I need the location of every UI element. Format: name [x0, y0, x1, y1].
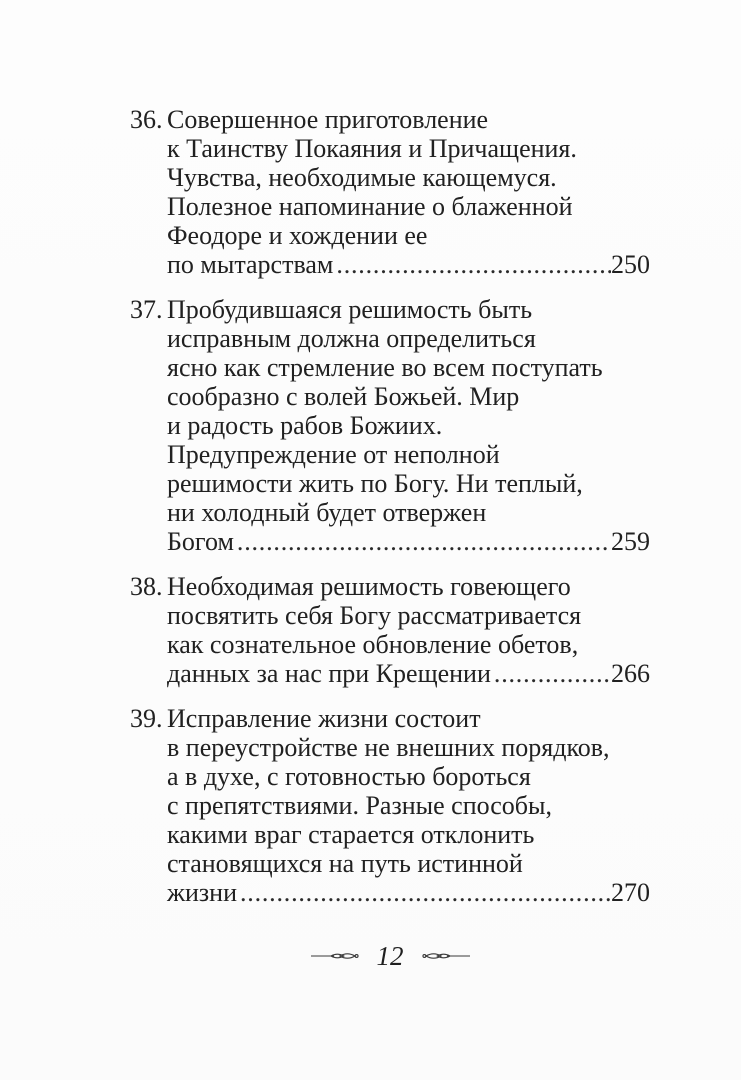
- entry-last-line: [167, 250, 650, 279]
- entry-title-line: становящихся на путь истинной: [167, 849, 523, 878]
- entry-title-line: а в духе, с готовностью бороться: [167, 762, 531, 791]
- toc-entry: [130, 105, 650, 279]
- entry-page-number: 250: [611, 250, 650, 279]
- entry-title-line: какими враг старается отклонить: [167, 820, 535, 849]
- entry-title-line: с препятствиями. Разные способы,: [167, 791, 552, 820]
- entry-title-line: ни холодный будет отвержен: [167, 498, 487, 527]
- dot-leader: [336, 250, 611, 279]
- tailpiece-ornament-left-icon: [311, 949, 359, 963]
- dot-leader: [494, 659, 611, 688]
- entry-title-line: Совершенное приготовление: [167, 105, 489, 134]
- entry-title-line: и радость рабов Божиих.: [167, 411, 443, 440]
- entry-title-line: как сознательное обновление обетов,: [167, 630, 579, 659]
- entry-title-line: Полезное напоминание о блаженной: [167, 192, 573, 221]
- entry-title-line: данных за нас при Крещении: [167, 659, 491, 688]
- entry-title-line: решимости жить по Богу. Ни теплый,: [167, 469, 583, 498]
- dot-leader: [240, 878, 611, 907]
- entry-page-number: 266: [611, 659, 650, 688]
- entry-title: [167, 295, 650, 556]
- entry-number: 39.: [130, 704, 163, 733]
- entry-last-line: [167, 659, 650, 688]
- entry-title-line: Богом: [167, 527, 234, 556]
- toc-entry: [130, 572, 650, 688]
- entry-page-number: 270: [611, 878, 650, 907]
- entry-last-line: [167, 527, 650, 556]
- entry-number: 36.: [130, 105, 163, 134]
- toc-entry: [130, 295, 650, 556]
- tailpiece-ornament-right-icon: [422, 949, 470, 963]
- toc-entry: [130, 704, 650, 907]
- entry-title: [167, 572, 650, 688]
- entry-title: [167, 704, 650, 907]
- entry-title-line: Предупреждение от неполной: [167, 440, 500, 469]
- table-of-contents: [130, 105, 650, 923]
- entry-title-line: в переустройстве не внешних порядков,: [167, 733, 610, 762]
- entry-number: 37.: [130, 295, 163, 324]
- entry-title-line: Феодоре и хождении ее: [167, 221, 428, 250]
- page-footer: [130, 941, 650, 971]
- entry-last-line: [167, 878, 650, 907]
- entry-title-line: Исправление жизни состоит: [167, 704, 481, 733]
- entry-title-line: Пробудившаяся решимость быть: [167, 295, 533, 324]
- entry-title-line: посвятить себя Богу рассматривается: [167, 601, 582, 630]
- entry-title-line: ясно как стремление во всем поступать: [167, 353, 603, 382]
- entry-title-line: к Таинству Покаяния и Причащения.: [167, 134, 577, 163]
- entry-title-line: сообразно с волей Божьей. Мир: [167, 382, 520, 411]
- dot-leader: [237, 527, 611, 556]
- entry-page-number: 259: [611, 527, 650, 556]
- entry-title-line: исправным должна определиться: [167, 324, 536, 353]
- entry-title-line: Чувства, необходимые кающемуся.: [167, 163, 557, 192]
- entry-title-line: Необходимая решимость говеющего: [167, 572, 571, 601]
- page-number: 12: [376, 941, 404, 971]
- entry-title-line: по мытарствам: [167, 250, 334, 279]
- entry-number: 38.: [130, 572, 163, 601]
- entry-title: [167, 105, 650, 279]
- entry-title-line: жизни: [167, 878, 237, 907]
